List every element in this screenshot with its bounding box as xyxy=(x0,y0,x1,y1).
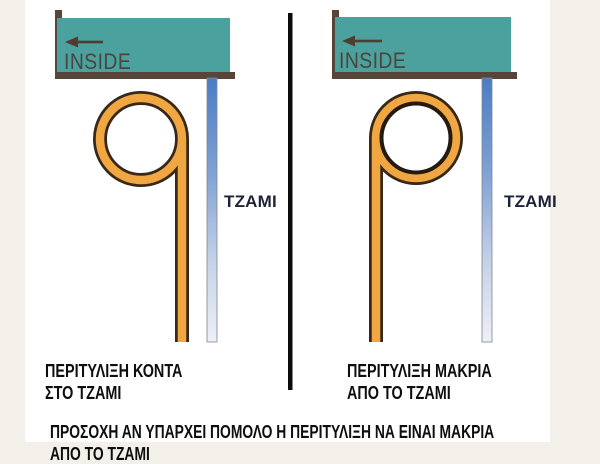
cable-loop xyxy=(376,98,456,342)
warning-note xyxy=(50,421,494,464)
panel-divider xyxy=(288,13,293,390)
caption-right-line1: ΠΕΡΙΤΥΛΙΞΗ ΜΑΚΡΙΑ xyxy=(347,361,492,381)
caption-left-line2: ΣΤΟ ΤΖΑΜΙ xyxy=(45,383,122,403)
caption-left xyxy=(45,360,182,404)
glass-label-left: ΤΖΑΜΙ xyxy=(224,192,277,211)
glass-pane xyxy=(207,78,217,342)
warning-note-line2: ΑΠΟ ΤΟ ΤΖΑΜΙ xyxy=(50,444,150,464)
caption-right xyxy=(347,360,492,404)
cable-loop-outline xyxy=(100,98,182,342)
glass-pane xyxy=(482,78,492,342)
glass-label-right: ΤΖΑΜΙ xyxy=(504,192,557,211)
inside-label-left: INSIDE xyxy=(64,49,132,74)
caption-left-line1: ΠΕΡΙΤΥΛΙΞΗ ΚΟΝΤΑ xyxy=(45,361,183,381)
cable-loop-inner-ring xyxy=(382,104,451,173)
inside-label-right: INSIDE xyxy=(339,48,407,73)
warning-note-line1: ΠΡΟΣΟΧΗ ΑΝ ΥΠΑΡΧΕΙ ΠΟΜΟΛΟ Η ΠΕΡΙΤΥΛΙΞΗ ΝΑ ΕΙΝΑΙ ΜΑΚΡΙΑ xyxy=(50,422,495,442)
cable-loop-outline xyxy=(376,98,456,342)
cable-loop xyxy=(100,98,182,342)
caption-right-line2: ΑΠΟ ΤΟ ΤΖΑΜΙ xyxy=(347,383,451,403)
